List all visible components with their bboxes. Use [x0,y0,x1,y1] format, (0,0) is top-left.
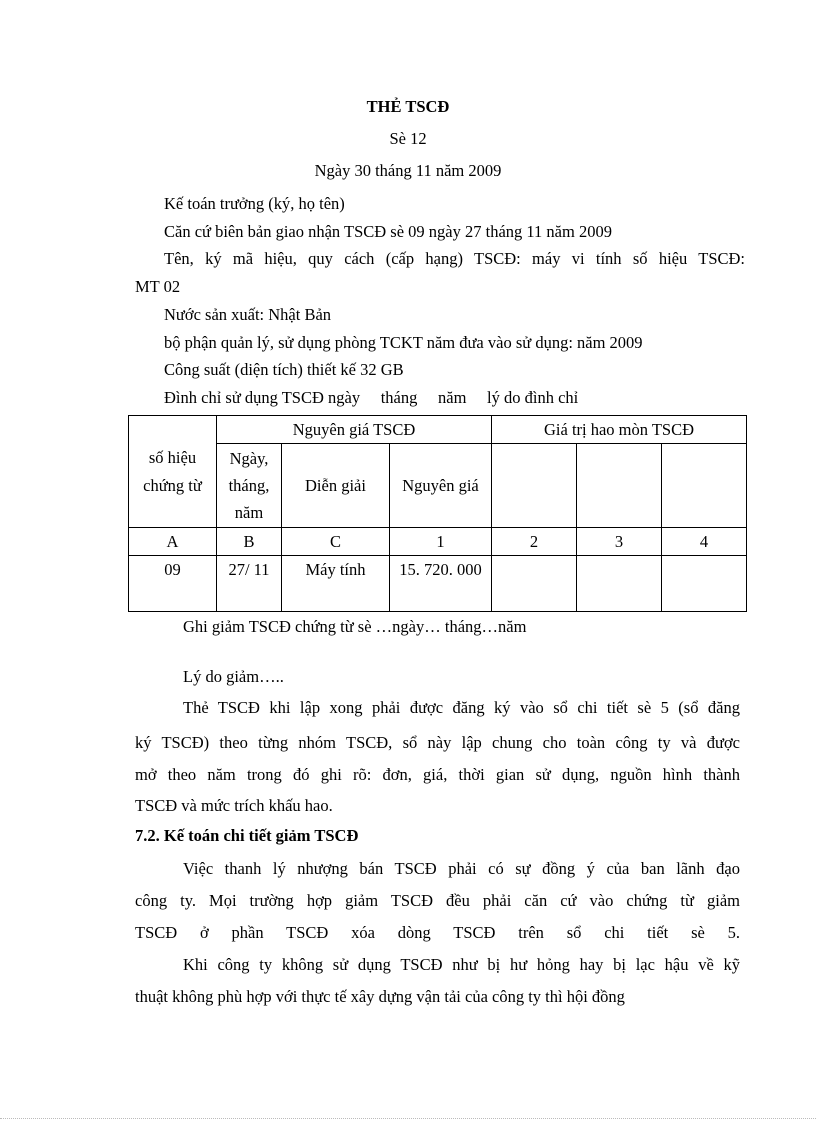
header-dep-col-2 [492,444,577,528]
row-doc-no: 09 [129,556,217,612]
code-2: 2 [492,528,577,556]
row-description: Máy tính [282,556,390,612]
country-line: Nước sản xuất: Nhật Bản [164,305,332,324]
card-number: Sè 12 [389,129,427,148]
code-c: C [282,528,390,556]
code-a: A [129,528,217,556]
para2-line-3: TSCĐ ở phần TSCĐ xóa dòng TSCĐ trên sổ chi tiết sè 5. [135,923,740,942]
para1-line-4: TSCĐ và mức trích khấu hao. [135,796,333,815]
code-3: 3 [577,528,662,556]
header-dep-col-3 [577,444,662,528]
header-depreciation-group: Giá trị hao mòn TSCĐ [492,416,747,444]
para3-line-1: Khi công ty không sử dụng TSCĐ như bị hư hỏng hay bị lạc hậu về kỹ [183,955,740,974]
header-dep-col-4 [662,444,747,528]
row-dep-2 [492,556,577,612]
code-b: B [217,528,282,556]
reduction-line: Ghi giảm TSCĐ chứng từ sè …ngày… tháng…năm [183,617,527,636]
header-date: Ngày, tháng, năm [217,444,282,528]
row-dep-4 [662,556,747,612]
card-date: Ngày 30 tháng 11 năm 2009 [314,161,502,180]
header-original-value: Nguyên giá [390,444,492,528]
header-description: Diễn giải [282,444,390,528]
para2-line-2: công ty. Mọi trường hợp giảm TSCĐ đều phải căn cứ vào chứng từ giảm [135,891,740,910]
asset-name-line: Tên, ký mã hiệu, quy cách (cấp hạng) TSCĐ: máy vi tính số hiệu TSCĐ: [164,249,745,268]
para1-line-2: ký TSCĐ) theo từng nhóm TSCĐ, sổ này lập chung cho toàn công ty và được [135,733,740,752]
code-4: 4 [662,528,747,556]
asset-card-table [128,415,747,612]
para1-line-3: mở theo năm trong đó ghi rõ: đơn, giá, thời gian sử dụng, nguồn hình thành [135,765,740,784]
section-heading: 7.2. Kế toán chi tiết giảm TSCĐ [135,826,359,845]
row-date: 27/ 11 [217,556,282,612]
row-dep-3 [577,556,662,612]
department-line: bộ phận quản lý, sử dụng phòng TCKT năm đưa vào sử dụng: năm 2009 [164,333,643,352]
header-doc-no: số hiệu chứng từ [129,416,217,528]
card-title: THẺ TSCĐ [366,97,450,116]
capacity-line: Công suất (diện tích) thiết kế 32 GB [164,360,404,379]
suspension-line: Đình chỉ sử dụng TSCĐ ngày tháng năm lý do đình chỉ [164,388,579,407]
code-1: 1 [390,528,492,556]
chief-accountant-line: Kế toán trưởng (ký, họ tên) [164,194,345,213]
para2-line-1: Việc thanh lý nhượng bán TSCĐ phải có sự đồng ý của ban lãnh đạo [183,859,740,878]
row-original-value: 15. 720. 000 [390,556,492,612]
basis-line: Căn cứ biên bản giao nhận TSCĐ sè 09 ngày 27 tháng 11 năm 2009 [164,222,612,241]
para3-line-2: thuật không phù hợp với thực tế xây dựng vận tải của công ty thì hội đồng [135,987,625,1006]
asset-code-line: MT 02 [135,277,181,296]
reason-line: Lý do giảm….. [183,667,284,686]
header-original-price-group: Nguyên giá TSCĐ [217,416,492,444]
page-bottom-divider [0,1118,816,1119]
para1-line-1: Thẻ TSCĐ khi lập xong phải được đăng ký vào sổ chi tiết sè 5 (sổ đăng [183,698,740,717]
